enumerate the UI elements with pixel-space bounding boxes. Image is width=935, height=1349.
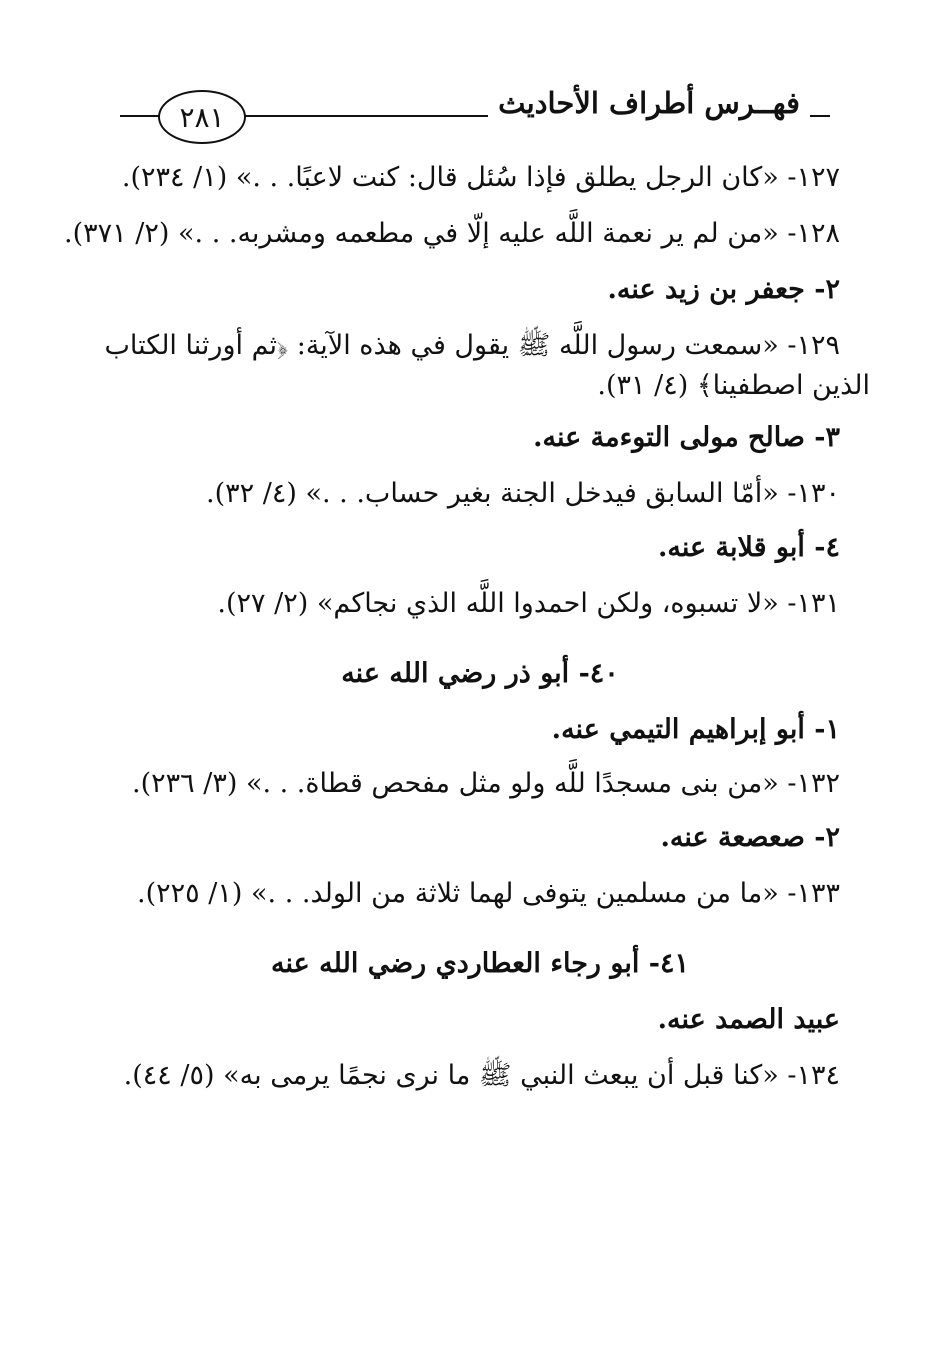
- section-heading-abu-raja: ٤١- أبو رجاء العطاردي رضي الله عنه: [271, 948, 689, 979]
- narrator-heading-abu-qilaba: ٤- أبو قلابة عنه.: [657, 532, 840, 563]
- hadith-entry-129: ١٢٩- «سمعت رسول اللَّه ﷺ يقول في هذه الآية: ﴿ثم أورثنا الكتاب: [104, 330, 840, 361]
- hadith-entry-134: ١٣٤- «كنا قبل أن يبعث النبي ﷺ ما نرى نجمًا يرمى به» (٥/ ٤٤).: [123, 1060, 840, 1091]
- hadith-entry-128: ١٢٨- «من لم ير نعمة اللَّه عليه إلّا في مطعمه ومشربه. . .» (٢/ ٣٧١).: [64, 218, 840, 249]
- hadith-entry-133: ١٣٣- «ما من مسلمين يتوفى لهما ثلاثة من الولد. . .» (١/ ٢٢٥).: [137, 878, 840, 909]
- page-number: ٢٨١: [158, 90, 246, 144]
- hadith-entry-127: ١٢٧- «كان الرجل يطلق فإذا سُئل قال: كنت لاعبًا. . .» (١/ ٢٣٤).: [121, 162, 840, 193]
- index-content: [64, 150, 870, 1096]
- hadith-entry-131: ١٣١- «لا تسبوه، ولكن احمدوا اللَّه الذي نجاكم» (٢/ ٢٧).: [217, 588, 840, 619]
- narrator-heading-sasaa: ٢- صعصعة عنه.: [660, 822, 840, 853]
- narrator-heading-abu-ibrahim: ١- أبو إبراهيم التيمي عنه.: [551, 714, 840, 745]
- narrator-heading-salih: ٣- صالح مولى التوءمة عنه.: [533, 422, 840, 453]
- hadith-entry-129-continued: الذين اصطفينا﴾ (٤/ ٣١).: [597, 370, 870, 401]
- hadith-entry-132: ١٣٢- «من بنى مسجدًا للَّه ولو مثل مفحص قطاة. . .» (٣/ ٢٣٦).: [131, 768, 840, 799]
- hadith-entry-130: ١٣٠- «أمّا السابق فيدخل الجنة بغير حساب. . .» (٤/ ٣٢).: [206, 478, 840, 509]
- section-heading-abu-dharr: ٤٠- أبو ذر رضي الله عنه: [341, 658, 619, 689]
- page-header: [110, 80, 840, 140]
- narrator-heading-jafar: ٢- جعفر بن زيد عنه.: [607, 274, 840, 305]
- running-title: فهــرس أطراف الأحاديث: [488, 86, 810, 120]
- narrator-heading-ubayd-al-samad: عبيد الصمد عنه.: [657, 1004, 840, 1035]
